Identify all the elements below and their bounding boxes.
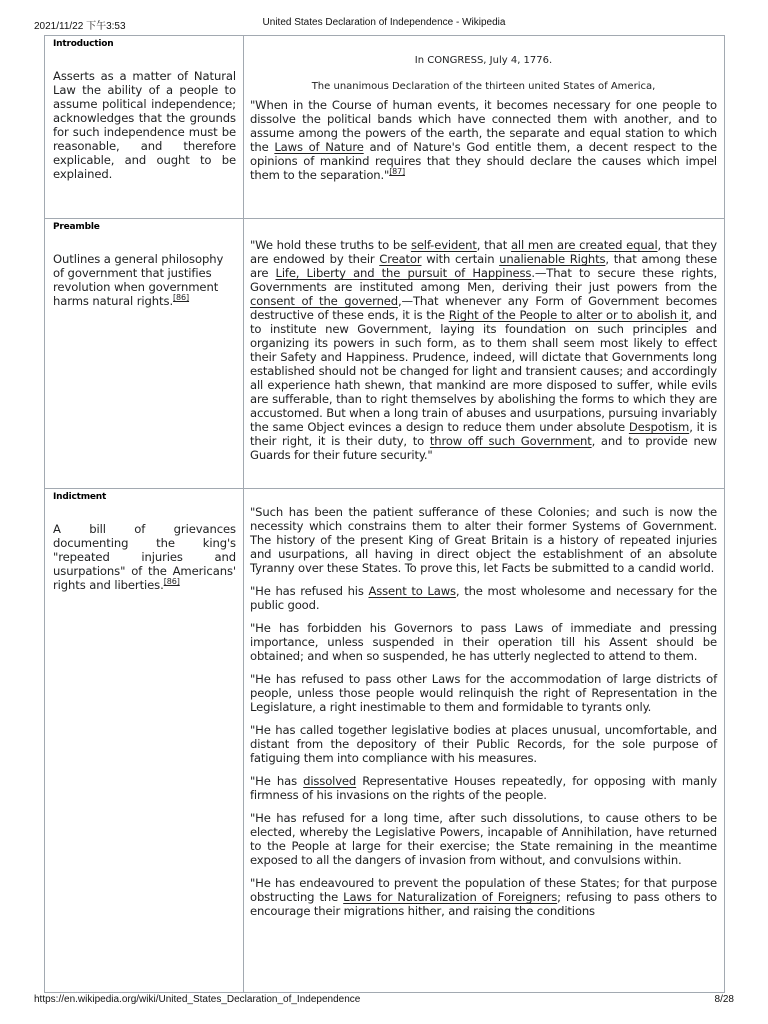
link-laws-of-nature[interactable]: Laws of Nature: [274, 140, 364, 154]
table-row-preamble: [45, 219, 725, 489]
cell-preamble-text: [244, 219, 725, 489]
link-laws-for-naturalization[interactable]: Laws for Naturalization of Foreigners: [343, 890, 558, 904]
page-title: United States Declaration of Independence - Wikipedia: [262, 17, 506, 28]
grievance-paragraph: "He has refused his Assent to Laws, the most wholesome and necessary for the public good.: [250, 584, 717, 612]
page-number: 8/28: [714, 994, 734, 1005]
link-all-men-are-created-equal[interactable]: all men are created equal: [510, 238, 658, 252]
grievance-paragraph: "He has dissolved Representative Houses repeatedly, for opposing with manly firmness of his invasions on the rights of the people.: [250, 774, 717, 802]
grievance-paragraph: "He has endeavoured to prevent the population of these States; for that purpose obstructing the Laws for Naturalization of Foreigners; refusing to pass others to encourage their migrations hither, and raising the conditions: [250, 876, 718, 918]
link-dissolved[interactable]: dissolved: [303, 774, 357, 788]
indictment-summary: A bill of grievances documenting the king's "repeated injuries and usurpations" of the Americans' rights and liberties.[86]: [53, 522, 236, 592]
declaration-structure-table: [44, 35, 725, 993]
link-throw-off-such-government[interactable]: throw off such Government: [429, 434, 592, 448]
grievance-paragraph: "He has refused to pass other Laws for the accommodation of large districts of people, unless those people would relinquish the right of Representation in the Legislature, a right inestimable to them and formidable to tyrants only.: [250, 672, 717, 714]
grievance-paragraph: "He has called together legislative bodies at places unusual, uncomfortable, and distant from the depository of their Public Records, for the sole purpose of fatiguing them into compliance with his measures.: [250, 723, 717, 765]
link-assent-to-laws[interactable]: Assent to Laws: [368, 584, 456, 598]
cell-indictment-summary: [45, 489, 244, 993]
citation-87[interactable]: [87]: [389, 167, 406, 177]
grievance-paragraph: "He has forbidden his Governors to pass Laws of immediate and pressing importance, unless suspended in their operation till his Assent should be obtained; and when so suspended, he has utterly neglected to attend to them.: [250, 621, 717, 663]
cell-introduction-summary: [45, 36, 244, 219]
indictment-text: [250, 505, 717, 918]
citation-86-indictment[interactable]: [86]: [163, 577, 180, 587]
link-right-of-the-people[interactable]: Right of the People to alter or to abolish it: [448, 308, 689, 322]
congress-line: In CONGRESS, July 4, 1776.: [414, 55, 553, 66]
section-heading-indictment: Indictment: [53, 492, 107, 502]
preamble-text: "We hold these truths to be self-evident, that all men are created equal, that they are endowed by their Creator with certain unalienable Rights, that among these are Life, Liberty and the pursuit of Happiness.—That to secure these rights, Governments are instituted among Men, deriving their just powers from the consent of the governed,—That whenever any Form of Government becomes destructive of these ends, it is the Right of the People to alter or to abolish it, and to institute new Government, laying its foundation on such principles and organizing its powers in such form, as to them shall seem most likely to effect their Safety and Happiness. Prudence, indeed, will dictate that Governments long established should not be changed for light and transient causes; and accordingly all experience hath shewn, that mankind are more disposed to suffer, while evils are sufferable, than to right themselves by abolishing the forms to which they are accustomed. But when a long train of abuses and usurpations, pursuing invariably the same Object evinces a design to reduce them under absolute Despotism, it is their right, it is their duty, to throw off such Government, and to provide new Guards for their future security.": [250, 238, 718, 462]
link-consent-of-the-governed[interactable]: consent of the governed: [250, 294, 398, 308]
grievance-paragraph: "Such has been the patient sufferance of these Colonies; and such is now the necessity which constrains them to alter their former Systems of Government. The history of the present King of Great Britain is a history of repeated injuries and usurpations, all having in direct object the establishment of an absolute Tyranny over these States. To prove this, let Facts be submitted to a candid world.: [250, 505, 717, 575]
link-unalienable-rights[interactable]: unalienable Rights: [499, 252, 606, 266]
print-footer: [0, 992, 768, 1012]
link-creator[interactable]: Creator: [379, 252, 422, 266]
link-despotism[interactable]: Despotism: [628, 420, 690, 434]
cell-indictment-text: [244, 489, 725, 993]
grievance-paragraph: "He has refused for a long time, after such dissolutions, to cause others to be elected, whereby the Legislative Powers, incapable of Annihilation, have returned to the People at large for their exercise; the State remaining in the meantime exposed to all the dangers of invasion from without, and convulsions within.: [250, 811, 717, 867]
introduction-text: "When in the Course of human events, it becomes necessary for one people to dissolve the political bands which have connected them with another, and to assume among the powers of the earth, the separate and equal station to which the Laws of Nature and of Nature's God entitle them, a decent respect to the opinions of mankind requires that they should declare the causes which impel them to the separation."[87]: [250, 98, 717, 182]
introduction-summary: Asserts as a matter of Natural Law the ability of a people to assume political independence; acknowledges that the grounds for such independence must be reasonable, and therefore explicable, and ought to be explained.: [53, 69, 236, 181]
print-datetime: 2021/11/22 下午3:53: [34, 21, 126, 32]
table-row-introduction: [45, 36, 725, 219]
section-heading-introduction: Introduction: [53, 39, 114, 49]
preamble-summary: Outlines a general philosophy of government that justifies revolution when government harms natural rights.[86]: [53, 252, 224, 308]
link-self-evident[interactable]: self-evident: [410, 238, 477, 252]
citation-86-preamble[interactable]: [86]: [173, 293, 190, 303]
print-header: [0, 0, 768, 36]
cell-introduction-text: [244, 36, 725, 219]
section-heading-preamble: Preamble: [53, 222, 100, 232]
link-life-liberty-happiness[interactable]: Life, Liberty and the pursuit of Happiness: [275, 266, 532, 280]
cell-preamble-summary: [45, 219, 244, 489]
table-row-indictment: [45, 489, 725, 993]
unanimous-line: The unanimous Declaration of the thirteen united States of America,: [311, 81, 656, 92]
page-url: https://en.wikipedia.org/wiki/United_States_Declaration_of_Independence: [34, 994, 361, 1005]
